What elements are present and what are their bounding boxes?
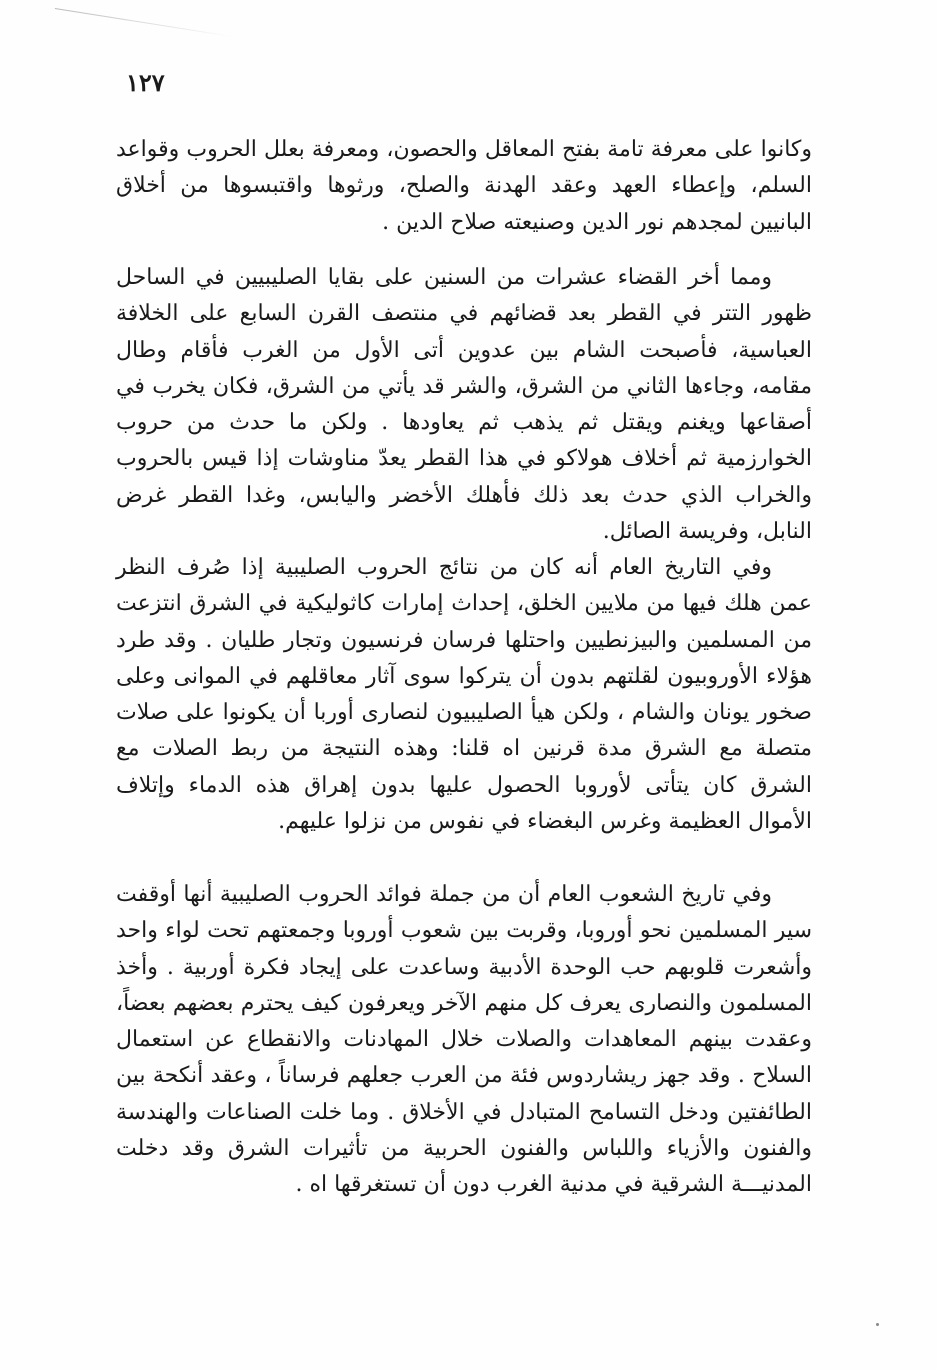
- page-number: ١٢٧: [126, 68, 165, 97]
- paragraph-1: وكانوا على معرفة تامة بفتح المعاقل والحصون، ومعرفة بعلل الحروب وقواعد السلم، وإعطاء العهد وعقد الهدنة والصلح، ورثوها واقتبسوها من أخلاق البانيين لمجدهم نور الدين وصنيعته صلاح الدين .: [116, 137, 812, 235]
- paragraph-3: وفي التاريخ العام أنه كان من نتائج الحروب الصليبية إذا صُرف النظر عمن هلك فيها من ملايين الخلق، إحداث إمارات كاثوليكية في الشرق انتزعت من المسلمين والبيزنطيين واحتلها فرسان فرنسيون وتجار طليان . وقد طرد هؤلاء الأوروبيون لقلتهم بدون أن يتركوا سوى آثار معاقلهم في الموانى وعلى صخور يونان والشام ، ولكن هيأ الصليبيون لنصارى أوربا أن يكونوا على صلات متصلة مع الشرق مدة قرنين اه قلنا: وهذه النتيجة من ربط الصلات مع الشرق كان يتأتى لأوروبا الحصول عليها بدون إهراق هذه الدماء وإتلاف الأموال العظيمة وغرس البغضاء في نفوس من نزلوا عليهم.: [116, 555, 812, 835]
- scan-speck: [876, 1323, 879, 1326]
- scan-artifact-line: [55, 8, 233, 37]
- paragraph-4: وفي تاريخ الشعوب العام أن من جملة فوائد الحروب الصليبية أنها أوقفت سير المسلمين نحو أوروبا، وقربت بين شعوب أوروبا وجمعتهم تحت لواء واحد وأشعرت قلوبهم حب الوحدة الأدبية وساعدت على إيجاد فكرة أوربية . وأخذ المسلمون والنصارى يعرف كل منهم الآخر ويعرفون كيف يحترم بعضهم بعضاً، وعقدت بينهم المعاهدات والصلات خلال المهادنات والانقطاع عن استعمال السلاح . وقد جهز ريشاردوس فئة من العرب جعلهم فرساناً ، وعقد أنكحة بين الطائفتين ودخل التسامح المتبادل في الأخلاق . وما خلت الصناعات والهندسة والفنون والأزياء واللباس والفنون الحربية من تأثيرات الشرق وقد دخلت المدنيـــة الشرقية في مدنية الغرب دون أن تستغرقها اه .: [116, 882, 812, 1198]
- paragraph-2: ومما أخر القضاء عشرات من السنين على بقايا الصليبيين في الساحل ظهور التتر في القطر بعد قضائهم في منتصف القرن السابع على الخلافة العباسية، فأصبحت الشام بين عدوين أتى الأول من الغرب فأقام وطال مقامه، وجاءها الثاني من الشرق، والشر قد يأتي من الشرق، فكان يخرب في أصقاعها ويغنم ويقتل ثم يذهب ثم يعاودها . ولكن ما حدث من حروب الخوارزمية ثم أخلاف هولاكو في هذا القطر يعدّ مناوشات إذا قيس بالحروب والخراب الذي حدث بعد ذلك فأهلك الأخضر واليابس، وغدا القطر غرض النابل، وفريسة الصائل.: [116, 265, 812, 545]
